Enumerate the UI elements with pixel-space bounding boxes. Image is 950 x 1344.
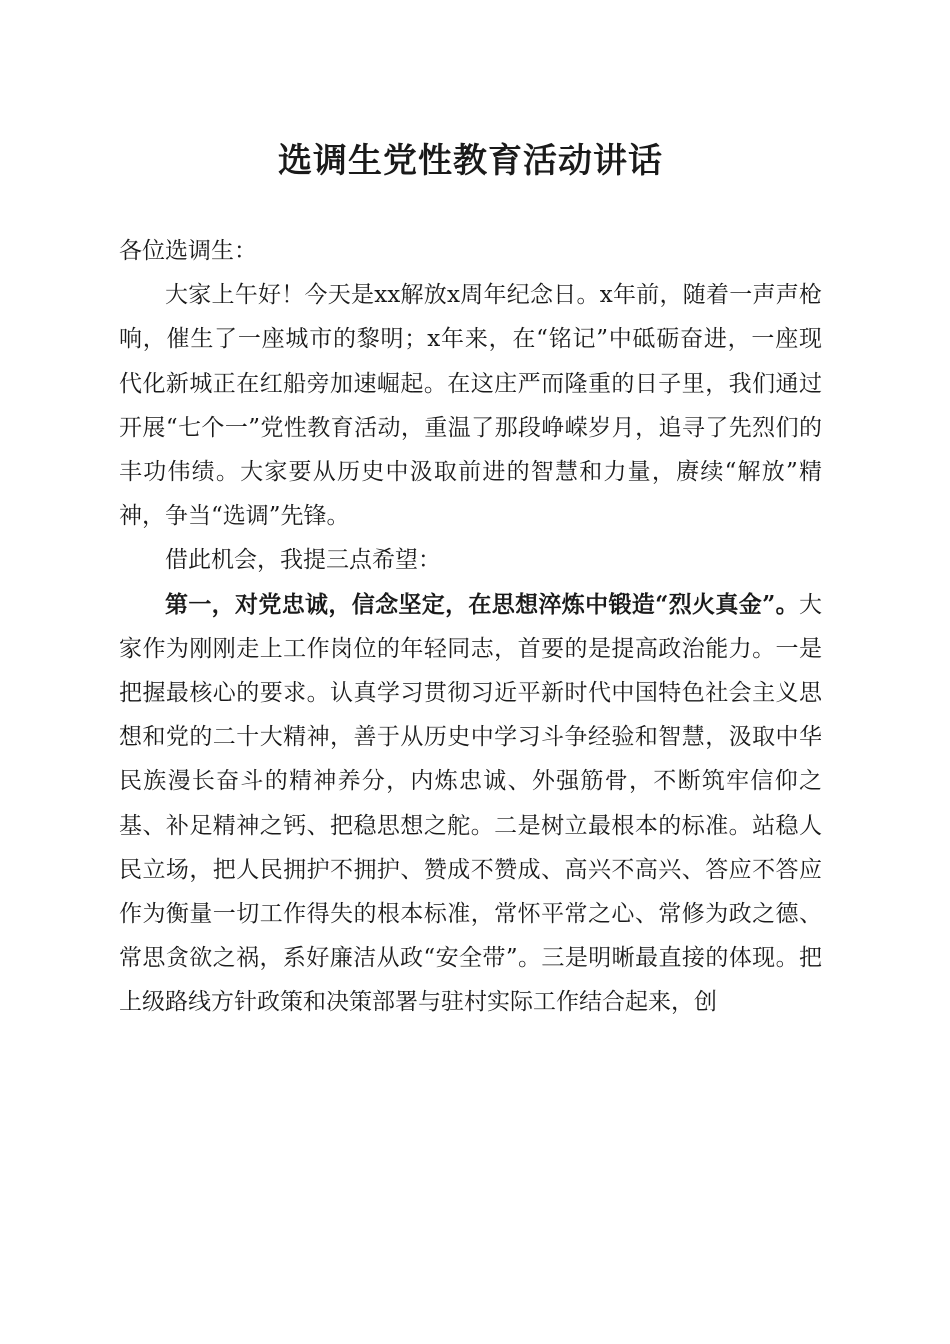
- first-hope-heading: 第一，对党忠诚，信念坚定，在思想淬炼中锻造“烈火真金”。: [165, 590, 799, 618]
- paragraph-greeting: 大家上午好！今天是xx解放x周年纪念日。x年前，随着一声声枪响，催生了一座城市的黎明；x年来，在“铭记”中砥砺奋进，一座现代化新城正在红船旁加速崛起。在这庄严而隆重的日子里，我们通过开展“七个一”党性教育活动，重温了那段峥嵘岁月，追寻了先烈们的丰功伟绩。大家要从历史中汲取前进的智慧和力量，赓续“解放”精神，争当“选调”先锋。: [119, 282, 822, 530]
- document-title: 选调生党性教育活动讲话: [278, 141, 663, 181]
- salutation: 各位选调生：: [119, 238, 257, 264]
- paragraph-hopes-intro: 借此机会，我提三点希望：: [165, 547, 441, 574]
- first-hope-text: 大家作为刚刚走上工作岗位的年轻同志，首要的是提高政治能力。一是把握最核心的要求。认真学习贯彻习近平新时代中国特色社会主义思想和党的二十大精神，善于从历史中学习斗争经验和智慧，汲取中华民族漫长奋斗的精神养分，内炼忠诚、外强筋骨，不断筑牢信仰之基、补足精神之钙、把稳思想之舵。二是树立最根本的标准。站稳人民立场，把人民拥护不拥护、赞成不赞成、高兴不高兴、答应不答应作为衡量一切工作得失的根本标准，常怀平常之心、常修为政之德、常思贪欲之祸，系好廉洁从政“安全带”。三是明晰最直接的体现。把上级路线方针政策和决策部署与驻村实际工作结合起来，创: [119, 591, 822, 1016]
- paragraph-first-hope: [119, 583, 822, 1025]
- document-body: [119, 229, 822, 1025]
